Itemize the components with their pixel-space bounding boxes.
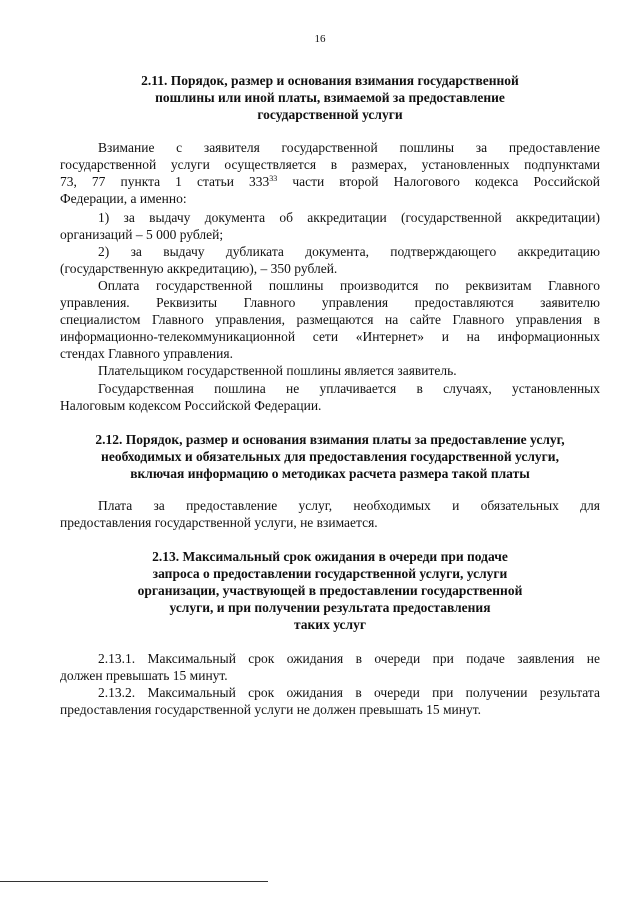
section-heading-2-12: [60, 431, 600, 482]
heading-line: необходимых и обязательных для предоставления государственной услуги,: [101, 449, 559, 464]
text-line: предоставления государственной услуги не должен превышать 15 минут.: [60, 702, 481, 717]
heading-line: 2.11. Порядок, размер и основания взимания государственной: [141, 73, 519, 88]
heading-line: таких услуг: [293, 617, 366, 632]
heading-line: пошлины или иной платы, взимаемой за предоставление: [155, 90, 505, 105]
text-line: информационно-телекоммуникационной сети «Интернет» и на информационных: [60, 329, 600, 344]
text-line: 2.13.2. Максимальный срок ожидания в очереди при получении результата: [98, 685, 600, 700]
text-line: 2) за выдачу дубликата документа, подтверждающего аккредитацию: [98, 244, 600, 259]
text-line: организаций – 5 000 рублей;: [60, 227, 224, 242]
paragraph-2-13-2: [60, 684, 600, 718]
text-line: Взимание с заявителя государственной пошлины за предоставление: [98, 140, 600, 155]
section-heading-2-11: [60, 72, 600, 123]
text-run: части второй Налогового кодекса Российской: [277, 174, 600, 189]
text-line: [60, 173, 600, 190]
text-line: предоставления государственной услуги, не взимается.: [60, 515, 378, 530]
text-line: Федерации, а именно:: [60, 191, 187, 206]
text-line: управления. Реквизиты Главного управления предоставляются заявителю: [60, 295, 600, 310]
page-number: 16: [314, 33, 326, 45]
superscript: 33: [269, 174, 278, 183]
text-line: Государственная пошлина не уплачивается в случаях, установленных: [98, 381, 600, 396]
heading-line: государственной услуги: [257, 107, 403, 122]
text-line: Налоговым кодексом Российской Федерации.: [60, 398, 322, 413]
heading-line: услуги, и при получении результата предоставления: [169, 600, 491, 615]
text-line: специалистом Главного управления, размещаются на сайте Главного управления в: [60, 312, 600, 327]
heading-line: организации, участвующей в предоставлении государственной: [137, 583, 523, 598]
text-line: государственной услуги осуществляется в размерах, установленных подпунктами: [60, 157, 600, 172]
text-line: стендах Главного управления.: [60, 346, 233, 361]
text-line: 2.13.1. Максимальный срок ожидания в очереди при подаче заявления не: [98, 651, 600, 666]
paragraph-requisites: [60, 277, 600, 362]
list-item-2: [60, 243, 600, 277]
list-item-1: [60, 209, 600, 243]
text-line: (государственную аккредитацию), – 350 рублей.: [60, 261, 338, 276]
heading-line: запроса о предоставлении государственной услуги, услуги: [152, 566, 508, 581]
text-line: Плата за предоставление услуг, необходимых и обязательных для: [98, 498, 600, 513]
text-line: должен превышать 15 минут.: [60, 668, 228, 683]
heading-line: 2.12. Порядок, размер и основания взимания платы за предоставление услуг,: [95, 432, 565, 447]
heading-line: включая информацию о методиках расчета размера такой платы: [130, 466, 530, 481]
text-line: Плательщиком государственной пошлины является заявитель.: [98, 363, 457, 378]
text-run: 73, 77 пункта 1 статьи 333: [60, 174, 270, 189]
paragraph-2-13-1: [60, 650, 600, 684]
text-line: Оплата государственной пошлины производится по реквизитам Главного: [98, 278, 600, 293]
paragraph-payer: [60, 362, 600, 379]
paragraph-fee-intro: [60, 139, 600, 207]
paragraph-no-fee: [60, 497, 600, 531]
section-heading-2-13: [60, 548, 600, 633]
text-line: 1) за выдачу документа об аккредитации (государственной аккредитации): [98, 210, 600, 225]
footnote-divider: [0, 881, 268, 882]
heading-line: 2.13. Максимальный срок ожидания в очереди при подаче: [152, 549, 508, 564]
paragraph-exemption: [60, 380, 600, 414]
